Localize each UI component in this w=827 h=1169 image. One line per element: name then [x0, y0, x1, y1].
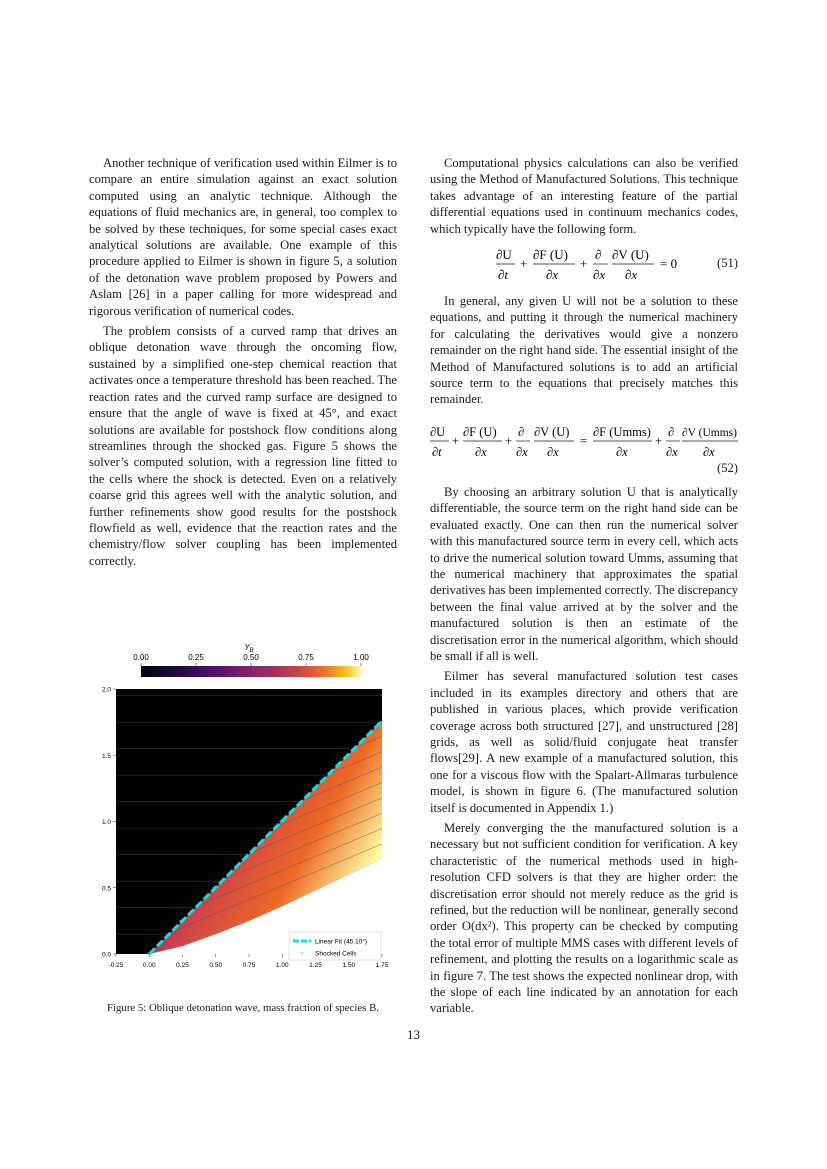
shocked-cell-point [379, 721, 381, 723]
eq51-t2-den: ∂x [546, 267, 559, 283]
x-tick-label: -0.25 [108, 962, 124, 969]
page-number: 13 [407, 1027, 420, 1042]
colorbar-tick-label: 1.00 [353, 653, 369, 662]
eq52-plus: + [655, 433, 663, 448]
x-tick-label: 0.25 [176, 962, 189, 969]
y-tick-label: 2.0 [101, 686, 111, 694]
colorbar-tick-label: 0.25 [188, 653, 204, 662]
x-tick-label: 0.75 [242, 962, 256, 969]
eq52-r2-num: ∂V (Umms) [682, 426, 737, 439]
shocked-cell-point [313, 787, 315, 789]
eq52-r1-num: ∂F (Umms) [593, 424, 651, 439]
eq52-t3-num: ∂V (U) [534, 424, 570, 439]
colorbar-label: $Y_B$ [244, 643, 254, 654]
legend-fit-label: Linear Fit (45.10°) [315, 938, 368, 946]
x-tick-label: 1.50 [342, 962, 356, 969]
eq52-t2-den: ∂x [475, 444, 487, 459]
eq51-t3-pre-den: ∂x [593, 267, 606, 283]
shocked-cell-point [180, 920, 182, 922]
eq52-t2-num: ∂F (U) [463, 424, 497, 439]
shocked-cell-point [246, 854, 248, 856]
eq52-t1-den: ∂t [432, 444, 442, 459]
eq51-t1-den: ∂t [498, 267, 509, 283]
right-paragraph-1: Computational physics calculations can also be verified using the Method of Manufactured Solutions. This technique takes advantage of an interesting feature of the partial differential equations used in continuum mechanics codes, which typically have the following form. [430, 156, 738, 236]
eq52-r2-pre-den: ∂x [666, 444, 678, 459]
eq52-t3-pre-den: ∂x [516, 444, 528, 459]
y-tick-label: 0.0 [101, 951, 111, 959]
x-tick-label: 0.50 [209, 962, 223, 969]
x-tick-label: 1.25 [309, 962, 322, 969]
right-paragraph-5: Merely converging the the manufactured solution is a necessary but not sufficient condition for verification. A key characteristic of the numerical methods used in high-resolution CFD solvers is that they are higher order: the discretisation error should not merely reduce as the grid is refined, but the reduction will be nonlinear, generally second order O(dx²). This property can be checked by computing the total error of multiple MMS cases with different levels of refinement, and plotting the results on a logarithmic scale as in figure 7. The test shows the expected nonlinear drop, with the slope of each line indicated by an annotation for each variable. [430, 821, 738, 1016]
left-column [89, 155, 397, 573]
eq51-plus: + [520, 256, 528, 272]
equation-52 [430, 420, 738, 478]
colorbar-tick-label: 0.75 [298, 653, 314, 662]
eq52-t1-num: ∂U [430, 424, 446, 439]
x-tick-label: 1.00 [275, 962, 289, 969]
right-paragraph-3: By choosing an arbitrary solution U that is analytically differentiable, the source term on the right hand side can be evaluated exactly. One can then run the numerical solver with this manufactured source term in every cell, which acts to drive the numerical solution toward Umms, assuming that the numerical machinery that approximates the spatial derivatives has been implemented correctly. The discrepancy between the final value arrived at by the solver and the manufactured solution is then an estimate of the discretisation error in the numerical algorithm, which should be small if all is well. [430, 484, 738, 663]
colorbar-tick-label: 0.50 [243, 653, 259, 662]
shocked-cell-point [213, 887, 215, 889]
figure-caption: Figure 5: Oblique detonation wave, mass fraction of species B. [107, 1002, 379, 1014]
eq52-number: (52) [717, 460, 738, 475]
eq51-t1-num: ∂U [496, 247, 512, 263]
shocked-cell-point [279, 821, 281, 823]
x-tick-label: 0.00 [142, 962, 156, 969]
eq51-t3-den: ∂x [625, 267, 638, 283]
right-paragraph-2: In general, any given U will not be a solution to these equations, and putting it through the numerical machinery for calculating the derivatives would give a nonzero remainder on the right hand side. The essential insight of the Method of Manufactured solutions is to add an artificial source term to the equations that precisely matches this remainder. [430, 294, 738, 407]
eq51-t2-num: ∂F (U) [533, 247, 568, 263]
eq51-t3-num: ∂V (U) [612, 247, 649, 263]
legend-cells-swatch [301, 952, 303, 954]
y-tick-label: 1.0 [101, 819, 111, 826]
eq52-plus: + [505, 433, 513, 448]
colorbar [141, 666, 361, 677]
eq52-r2-den: ∂x [703, 444, 715, 459]
right-column [430, 155, 738, 1021]
y-tick-label: 1.5 [101, 752, 111, 760]
eq51-number: (51) [717, 256, 738, 271]
eq51-rhs: = 0 [660, 256, 678, 272]
eq51-plus: + [580, 256, 588, 272]
left-paragraph-1: Another technique of verification used within Eilmer is to compare an entire simulation against an exact solution computed using an analytic technique. Although the equations of fluid mechanics are, in general, too complex to be solved by these techniques, for some special cases exact analytical solutions are available. One example of this procedure applied to Eilmer is shown in figure 5, a solution of the detonation wave problem proposed by Powers and Aslam [26] in a paper calling for more widespread and rigorous verification of numerical codes. [89, 156, 397, 318]
shocked-cell-point [146, 953, 148, 955]
plot-area [102, 687, 389, 970]
left-paragraph-2: The problem consists of a curved ramp that drives an oblique detonation wave through the oncoming flow, sustained by a simplified one-step chemical reaction that activates once a temperature threshold has been reached. The reaction rates and the curved ramp surface are designed to ensure that the angle of wave is fixed at 45°, and exact solutions are available for postshock flow conditions along streamlines through the shocked gas. Figure 5 shows the solver’s computed solution, with a regression line fitted to the cells where the shock is detected. Even on a relatively coarse grid this agrees well with the analytic solution, and further refinements show good results for the postshock flowfield as well, evidence that the reaction rates and the chemistry/flow solver coupling has been implemented correctly. [89, 324, 397, 568]
eq52-r2-pre-num: ∂ [668, 424, 675, 439]
colorbar-tick-label: 0.00 [133, 653, 149, 662]
eq52-t3-den: ∂x [547, 444, 559, 459]
eq51-t3-pre-num: ∂ [595, 247, 602, 263]
legend-cells-label: Shocked Cells [315, 950, 357, 958]
legend [289, 932, 381, 960]
y-tick-label: 0.5 [101, 885, 111, 893]
shocked-cell-point [346, 754, 348, 756]
eq52-equals: = [580, 433, 588, 448]
right-paragraph-4: Eilmer has several manufactured solution test cases included in its examples directory and others that are published in various places, which provide verification coverage across both structured [27], and unstructured [28] grids, as well as solid/fluid conjugate heat transfer flows[29]. A new example of a manufactured solution, this one for a viscous flow with the Spalart-Allmaras turbulence model, is shown in figure 6. (The manufactured solution itself is documented in Appendix 1.) [430, 669, 738, 815]
figure-5 [89, 637, 397, 977]
equation-51 [430, 243, 738, 287]
eq52-t3-pre-num: ∂ [518, 424, 525, 439]
x-tick-label: 1.75 [375, 962, 389, 969]
eq52-r1-den: ∂x [616, 444, 628, 459]
eq52-plus: + [452, 433, 460, 448]
